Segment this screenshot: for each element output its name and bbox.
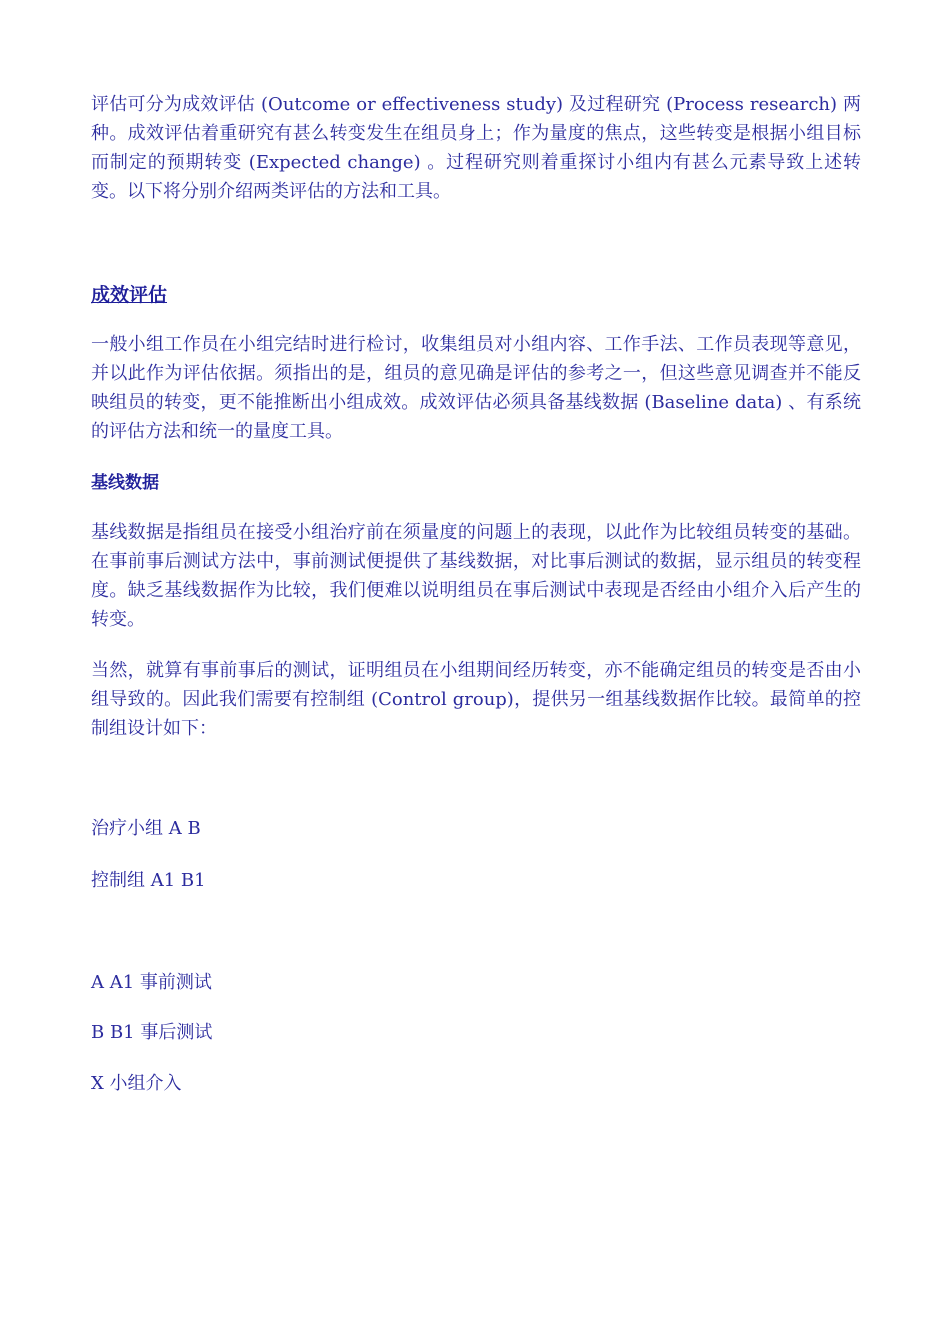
legend-intervention: X 小组介入 <box>91 1073 182 1094</box>
baseline-paragraph: 基线数据是指组员在接受小组治疗前在须量度的问题上的表现，以此作为比较组员转变的基础。在事前事后测试方法中，事前测试便提供了基线数据，对比事后测试的数据，显示组员的转变程度。缺乏基线数据作为比较，我们便难以说明组员在事后测试中表现是否经由小组介入后产生的转变。 <box>91 522 861 630</box>
intro-paragraph: 评估可分为成效评估 (Outcome or effectiveness study) 及过程研究 (Process research) 两种。成效评估着重研究有甚么转变发生在组员身上；作为量度的焦点，这些转变是根据小组目标而制定的预期转变 (Expected change) 。过程研究则着重探讨小组内有甚么元素导致上述转变。以下将分别介绍两类评估的方法和工具。 <box>91 94 861 202</box>
control-group-paragraph: 当然，就算有事前事后的测试，证明组员在小组期间经历转变，亦不能确定组员的转变是否由小组导致的。因此我们需要有控制组 (Control group)，提供另一组基线数据作比较。最简单的控制组设计如下： <box>91 660 861 739</box>
subsection-heading-baseline-data: 基线数据 <box>91 473 159 493</box>
control-group-line: 控制组 A1 B1 <box>91 870 206 891</box>
section-heading-outcome-evaluation: 成效评估 <box>91 284 168 306</box>
legend-post-test: B B1 事后测试 <box>91 1022 213 1043</box>
legend-pre-test: A A1 事前测试 <box>91 972 212 993</box>
outcome-paragraph: 一般小组工作员在小组完结时进行检讨，收集组员对小组内容、工作手法、工作员表现等意见，并以此作为评估依据。须指出的是，组员的意见确是评估的参考之一，但这些意见调查并不能反映组员的转变，更不能推断出小组成效。成效评估必须具备基线数据 (Baseline data) 、有系统的评估方法和统一的量度工具。 <box>91 334 861 442</box>
treatment-group-line: 治疗小组 A B <box>91 818 201 839</box>
